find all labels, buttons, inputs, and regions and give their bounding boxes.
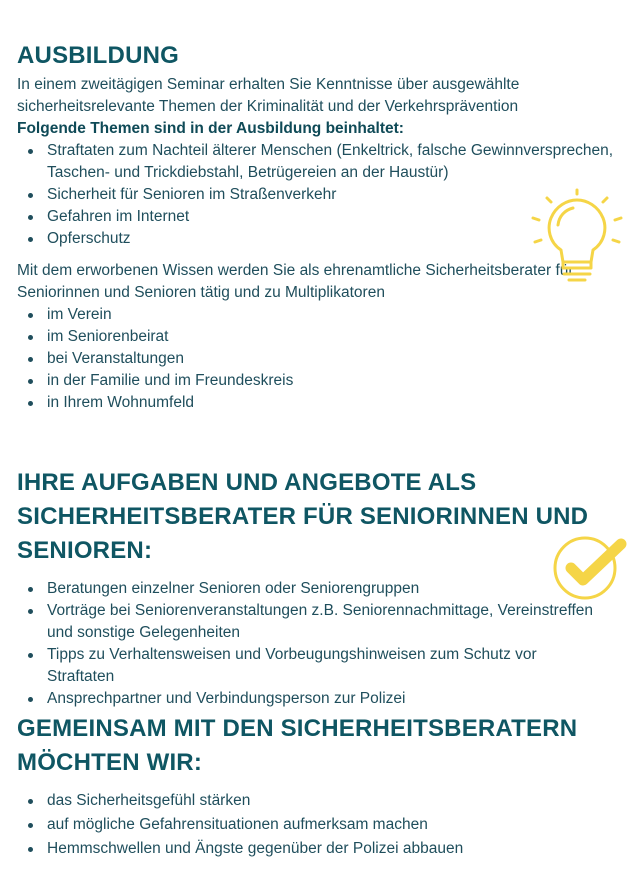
list-item: Tipps zu Verhaltensweisen und Vorbeugungshinweisen zum Schutz vor Straftaten: [47, 644, 607, 688]
list-item: Straftaten zum Nachteil älterer Menschen (Enkeltrick, falsche Gewinnversprechen, Taschen- und Trickdiebstahl, Betrügereien an der Haustür): [47, 140, 617, 184]
list-item: auf mögliche Gefahrensituationen aufmerksam machen: [47, 814, 637, 836]
section-aufgaben: [17, 466, 637, 710]
list-item: im Verein: [47, 304, 637, 326]
list-item: in Ihrem Wohnumfeld: [47, 392, 637, 414]
places-list: [17, 304, 637, 414]
list-item: Vorträge bei Seniorenveranstaltungen z.B. Seniorennachmittage, Vereinstreffen und sonstige Gelegenheiten: [47, 600, 607, 644]
list-item: Ansprechpartner und Verbindungsperson zur Polizei: [47, 688, 607, 710]
lightbulb-icon: [527, 188, 627, 292]
list-item: in der Familie und im Freundeskreis: [47, 370, 637, 392]
list-item: Hemmschwellen und Ängste gegenüber der Polizei abbauen: [47, 838, 637, 860]
section-title: AUSBILDUNG: [17, 42, 179, 69]
tasks-list: [17, 578, 607, 710]
knowledge-paragraph: Mit dem erworbenen Wissen werden Sie als ehrenamtliche Sicherheitsberater für Seniorinnen und Senioren tätig und zu Multiplikatoren: [17, 262, 574, 301]
list-item: im Seniorenbeirat: [47, 326, 637, 348]
section-title: IHRE AUFGABEN UND ANGEBOTE ALS SICHERHEITSBERATER FÜR SENIORINNEN UND SENIOREN:: [17, 469, 589, 564]
section-title: GEMEINSAM MIT DEN SICHERHEITSBERATERN MÖCHTEN WIR:: [17, 715, 578, 776]
list-item: Opferschutz: [47, 228, 617, 250]
list-item: bei Veranstaltungen: [47, 348, 637, 370]
topics-heading: Folgende Themen sind in der Ausbildung beinhaltet:: [17, 120, 404, 137]
checkmark-icon: [549, 530, 631, 602]
goals-list: [17, 790, 637, 860]
section-gemeinsam: [17, 712, 637, 862]
intro-paragraph: In einem zweitägigen Seminar erhalten Sie Kenntnisse über ausgewählte sicherheitsrelevante Themen der Kriminalität und der Verkehrsprävention: [17, 76, 520, 115]
list-item: Gefahren im Internet: [47, 206, 617, 228]
list-item: Sicherheit für Senioren im Straßenverkehr: [47, 184, 617, 206]
list-item: Beratungen einzelner Senioren oder Seniorengruppen: [47, 578, 607, 600]
list-item: das Sicherheitsgefühl stärken: [47, 790, 637, 812]
